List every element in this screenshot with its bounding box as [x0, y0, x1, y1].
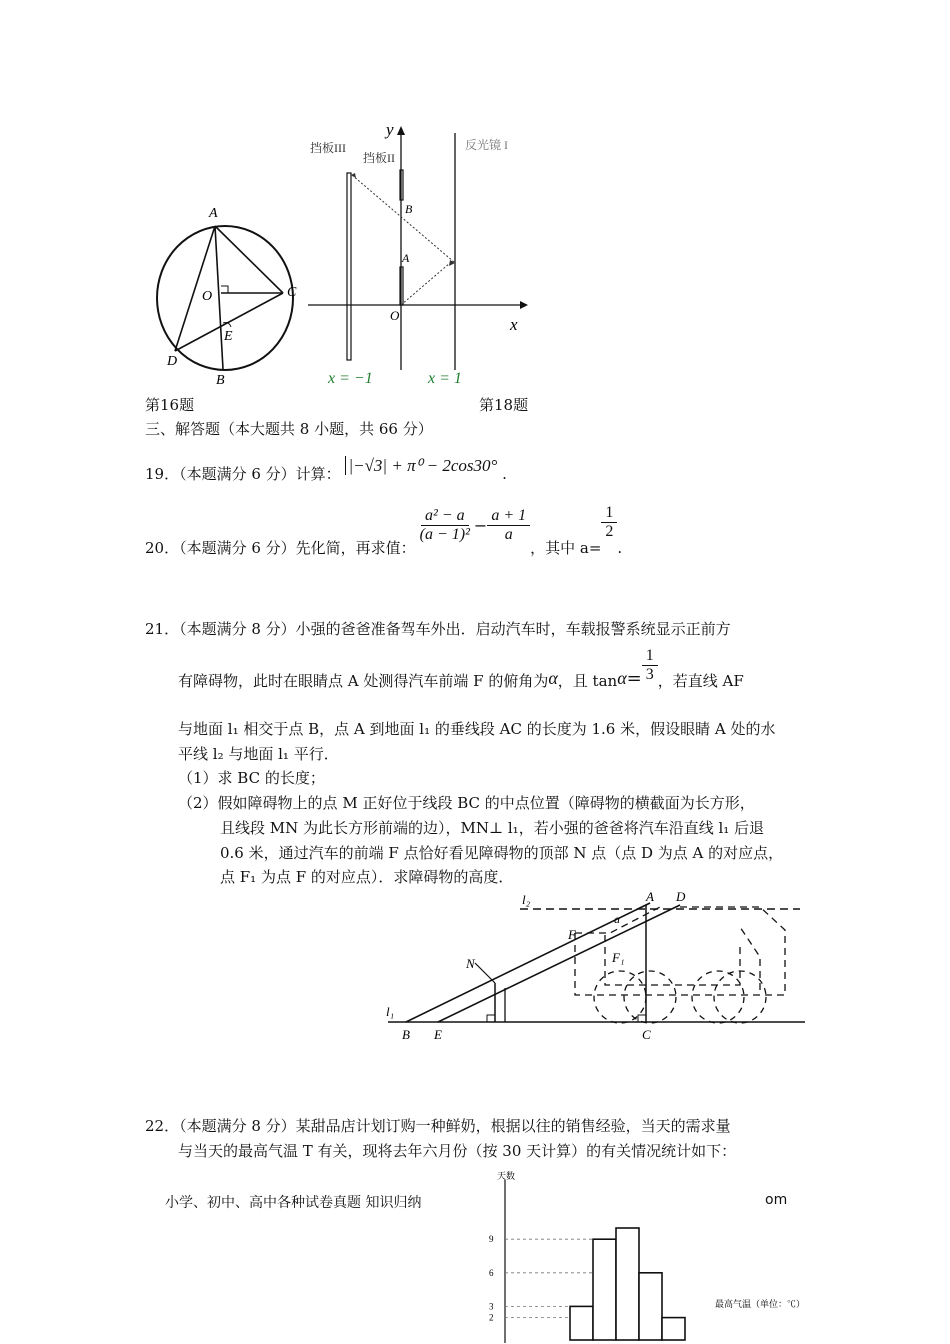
- q21-eq: =: [626, 668, 642, 689]
- q21-part-2a: （2）假如障碍物上的点 M 正好位于线段 BC 的中点位置（障碍物的横截面为长方形，: [178, 794, 755, 812]
- histogram-bar: [616, 1228, 639, 1340]
- label-e: E: [224, 329, 233, 344]
- q20-fraction-1: [416, 507, 474, 544]
- wheel-rear-2: [624, 971, 676, 1023]
- q20-fraction-1-den: (a − 1)²: [419, 526, 470, 543]
- baffle-3: [347, 173, 351, 360]
- q20-mid: ，其中 a=: [530, 539, 602, 557]
- car-body-dashed: [575, 907, 760, 995]
- histogram-bar: [662, 1318, 685, 1340]
- x-axis-label: 最高气温（单位：℃）: [715, 1299, 806, 1309]
- q20-value: [601, 504, 617, 541]
- q19: [145, 456, 507, 484]
- label-d: D: [167, 354, 178, 369]
- car-body-2-dashed: [605, 935, 740, 985]
- label-x-minus-1: x = −1: [328, 370, 373, 387]
- section-heading: 三、解答题（本大题共 8 小题，共 66 分）: [145, 420, 433, 438]
- label-f: F: [568, 927, 576, 942]
- histogram-bar: [593, 1239, 616, 1340]
- label-y: y: [386, 120, 394, 139]
- q19-expression: |−√3| + π⁰ − 2cos30°: [345, 456, 497, 475]
- q19-suffix: .: [502, 465, 507, 483]
- q20: [145, 493, 622, 558]
- label-c: C: [642, 1027, 651, 1042]
- y-tick-label: 9: [489, 1234, 494, 1245]
- q21-part-2b: 且线段 MN 为此长方形前端的边），MN⊥ l₁，若小强的爸爸将汽车沿直线 l₁ 后退: [220, 819, 765, 837]
- q21-line-2: [178, 640, 744, 691]
- label-b: B: [216, 373, 225, 388]
- watermark: 小学、初中、高中各种试卷真题 知识归纳: [165, 1195, 422, 1211]
- label-d: D: [676, 889, 686, 904]
- y-tick-label: 6: [489, 1267, 494, 1278]
- label-n: N: [466, 956, 475, 971]
- q20-fraction-1-num: a² − a: [421, 507, 469, 526]
- ray-arrow-1: [449, 260, 455, 266]
- q20-fraction-2-den: a: [504, 526, 513, 543]
- label-e: E: [434, 1027, 442, 1042]
- label-x: x: [510, 315, 518, 334]
- wheel-front-1: [692, 971, 744, 1023]
- y-axis-arrow: [397, 126, 405, 135]
- q19-prefix: 19．（本题满分 6 分）计算：: [145, 465, 341, 483]
- figure-21: [380, 885, 820, 1045]
- label-mirror-1: 反光镜 I: [465, 138, 508, 152]
- q22-line-2: 与当天的最高气温 T 有关，现将去年六月份（按 30 天计算）的有关情况统计如下：: [178, 1142, 737, 1160]
- caption-18: 第18题: [479, 396, 529, 414]
- x-axis-arrow: [520, 301, 528, 309]
- car-front-dashed: [680, 907, 785, 995]
- label-x-1: x = 1: [428, 370, 462, 387]
- q21-line-3: 与地面 l₁ 相交于点 B，点 A 到地面 l₁ 的垂线段 AC 的长度为 1.6 米，假设眼睛 A 处的水: [178, 720, 776, 738]
- chord-ab: [215, 226, 223, 369]
- label-a: A: [646, 889, 654, 904]
- q21-line-4: 平线 l₂ 与地面 l₁ 平行．: [178, 745, 339, 763]
- right-angle-mark: [221, 286, 228, 293]
- q21-line-2b: ，且 tan: [557, 672, 618, 690]
- q20-value-num: 1: [601, 504, 617, 523]
- label-baffle-3: 挡板III: [310, 141, 346, 155]
- q20-value-den: 2: [605, 523, 614, 540]
- label-l2: l₂: [522, 892, 531, 907]
- right-angle-mn: [487, 1015, 495, 1022]
- q21-alpha: α: [548, 668, 558, 688]
- q21-tan-fraction: [642, 647, 658, 684]
- q20-minus: −: [473, 516, 488, 535]
- label-baffle-2: 挡板II: [363, 151, 395, 165]
- label-o: O: [202, 289, 213, 304]
- label-b: B: [402, 1027, 410, 1042]
- label-l1: l₁: [386, 1004, 395, 1019]
- label-a: A: [209, 206, 218, 221]
- histogram-bar: [570, 1306, 593, 1340]
- q21-part-2d: 点 F₁ 为点 F 的对应点）．求障碍物的高度．: [220, 868, 514, 886]
- q21-part-2c: 0.6 米，通过汽车的前端 F 点恰好看见障碍物的顶部 N 点（点 D 为点 A 的对应点，: [220, 844, 784, 862]
- q21-line-2a: 有障碍物，此时在眼睛点 A 处测得汽车前端 F 的俯角为: [178, 672, 549, 690]
- label-a: A: [402, 251, 410, 265]
- wheel-front-2: [714, 971, 766, 1023]
- label-f1: F₁: [612, 950, 625, 965]
- q21-part-1: （1）求 BC 的长度；: [178, 769, 325, 787]
- y-axis-label: 天数: [497, 1171, 516, 1181]
- q20-suffix: .: [617, 538, 623, 557]
- right-angle-c: [638, 1015, 646, 1022]
- y-tick-label: 3: [489, 1301, 494, 1312]
- q21-tan-den: 3: [645, 666, 654, 683]
- label-angle-a: a: [614, 912, 620, 926]
- q21-alpha-2: α: [617, 668, 627, 688]
- q20-prefix: 20．（本题满分 6 分）先化简，再求值：: [145, 539, 416, 557]
- label-b: B: [405, 202, 413, 216]
- light-ray-1: [401, 263, 450, 305]
- caption-16: 第16题: [145, 396, 195, 414]
- q21-tan-num: 1: [642, 647, 658, 666]
- q21-line-2c: ，若直线 AF: [657, 672, 744, 690]
- figure-16: [145, 195, 320, 390]
- q20-fraction-2: [487, 507, 530, 544]
- label-n-pointer: [475, 963, 495, 983]
- chord-ac: [215, 226, 283, 293]
- histogram-bar: [639, 1273, 662, 1340]
- label-origin: O: [390, 308, 400, 323]
- q21-line-1: 21．（本题满分 8 分）小强的爸爸准备驾车外出．启动汽车时，车载报警系统显示正前方: [145, 620, 731, 638]
- label-c: C: [287, 285, 297, 300]
- ray-arrow-2: [351, 173, 356, 178]
- q22-line-1: 22．（本题满分 8 分）某甜品店计划订购一种鲜奶，根据以往的销售经验，当天的需求量: [145, 1117, 731, 1135]
- watermark-tail: om: [765, 1192, 788, 1208]
- q20-fraction-2-num: a + 1: [487, 507, 530, 526]
- figure-18: [300, 115, 535, 390]
- y-tick-label: 2: [489, 1312, 494, 1323]
